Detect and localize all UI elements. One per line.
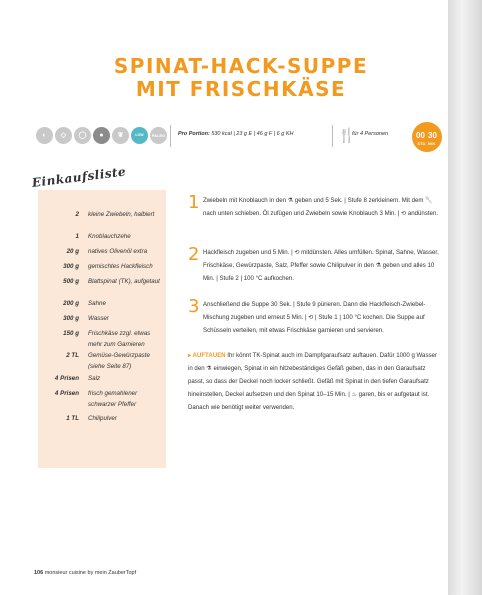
nutrition-values: 530 kcal | 23 g E | 46 g F | 6 g KH — [211, 131, 294, 137]
ingredient-qty: 4 Prisen — [54, 375, 79, 382]
step-text: Anschließend die Suppe 30 Sek. | Stufe 9 pürieren. Dann die Hackfleisch-Zwiebel-Mischung zugeben und erneut 5 Min. | ⟲ | Stufe 1 | 100 °C kochen. Die Suppe auf Schüsseln verteilen, mit etwas Frischkäse garnieren und servieren. — [203, 301, 426, 334]
ingredient-qty: 20 g — [66, 248, 79, 255]
nut-free-icon: ● — [93, 127, 110, 144]
time-label: STD. MIN. — [417, 142, 437, 146]
servings: für 4 Personen — [352, 131, 389, 137]
paleo-icon: PALEO — [150, 127, 167, 144]
nutrition-info — [178, 131, 293, 137]
ingredient-qty: 1 — [75, 233, 79, 240]
egg-free-icon: ◯ — [74, 127, 91, 144]
ingredient-qty: 4 Prisen — [54, 390, 79, 397]
ingredient-qty: 300 g — [63, 263, 79, 270]
step-number: 1 — [188, 192, 200, 213]
divider — [170, 125, 171, 147]
tip-heading: ▸ AUFTAUEN — [188, 352, 226, 359]
step-text: Hackfleisch zugeben und 5 Min. | ⟲ mitdünsten. Alles umfüllen. Spinat, Sahne, Wasser, Frischkäse, Gewürzpaste, Salz, Pfeffer sowie Chilipulver in den ⚗ geben und alles 10 Min. | Stufe 2 | 100 °C aufkochen. — [203, 249, 439, 282]
ingredient-name: Sahne — [88, 300, 106, 307]
title-line-1: SPINAT-HACK-SUPPE — [113, 54, 369, 78]
tip-box — [188, 349, 441, 414]
step-text: Zwiebeln mit Knoblauch in den ⚗ geben und 5 Sek. | Stufe 8 zerkleinern. Mit dem 🥄 nach unten schieben. Öl zufügen und Zwiebeln sowie Knoblauch 3 Min. | ⟲ andünsten. — [203, 197, 439, 217]
ingredient-name: Chilipulver — [88, 415, 117, 422]
page-number: 106 — [34, 570, 44, 576]
time-badge — [412, 122, 442, 152]
tip-text: Ihr könnt TK-Spinat auch im Dampfgaraufsatz auftauen. Dafür 1000 g Wasser in den ⚗ einwiegen, Spinat in ein hitzebeständiges Gefäß geben, das in den Garaufsatz passt, so dass der Deckel noch locker schließt. Gefäß mit Spinat in den tiefen Garaufsatz hineinstellen, Deckel aufsetzen und den Spinat 10–15 Min. | ♨ garen, bis er aufgetaut ist. Danach wie benötigt weiter verwenden. — [188, 352, 437, 411]
step-number: 2 — [188, 244, 200, 265]
gluten-free-icon: ◇ — [55, 127, 72, 144]
step-number: 3 — [188, 296, 200, 317]
time-minutes: 30 — [428, 131, 437, 140]
list-item — [38, 209, 166, 231]
low-carb-icon: LOW CARB — [131, 127, 148, 144]
ingredient-name: Frischkäse zzgl. etwas mehr zum Garnieren — [88, 330, 151, 348]
ingredient-name: kleine Zwiebeln, halbiert — [88, 211, 155, 218]
ingredient-qty: 300 g — [63, 315, 79, 322]
time-hours: 00 — [416, 131, 425, 140]
ingredient-name: natives Olivenöl extra — [88, 248, 148, 255]
ingredient-name: Gemüse-Gewürzpaste (siehe Seite 87) — [88, 352, 150, 370]
diet-icons — [36, 127, 167, 154]
lactose-free-icon: ◐ — [36, 127, 53, 144]
page-footer — [34, 570, 136, 576]
ingredient-name: frisch gemahlener schwarzer Pfeffer — [88, 390, 138, 408]
ingredient-name: Wasser — [88, 315, 109, 322]
page-edge-shadow — [448, 0, 482, 595]
title-line-2: MIT FRISCHKÄSE — [135, 77, 347, 101]
ingredient-name: gemischtes Hackfleisch — [88, 263, 153, 270]
vegetarian-icon: ❦ — [112, 127, 129, 144]
ingredient-qty: 2 TL — [66, 352, 79, 359]
recipe-title — [0, 55, 448, 101]
cutlery-icon: 🍴 — [338, 127, 356, 143]
ingredient-name: Salz — [88, 375, 101, 382]
ingredient-qty: 150 g — [63, 330, 79, 337]
ingredient-qty: 2 — [75, 211, 79, 218]
ingredient-qty: 500 g — [63, 278, 79, 285]
ingredient-name: Knoblauchzehe — [88, 233, 131, 240]
ingredient-name: Blattspinat (TK), aufgetaut — [88, 278, 160, 285]
ingredient-qty: 200 g — [63, 300, 79, 307]
divider — [332, 125, 333, 147]
book-title: monsieur cuisine by mein ZauberTopf — [44, 570, 137, 576]
nutrition-prefix: Pro Portion: — [178, 131, 210, 137]
shopping-list-title: Einkaufsliste — [31, 164, 127, 190]
ingredient-qty: 1 TL — [66, 415, 79, 422]
